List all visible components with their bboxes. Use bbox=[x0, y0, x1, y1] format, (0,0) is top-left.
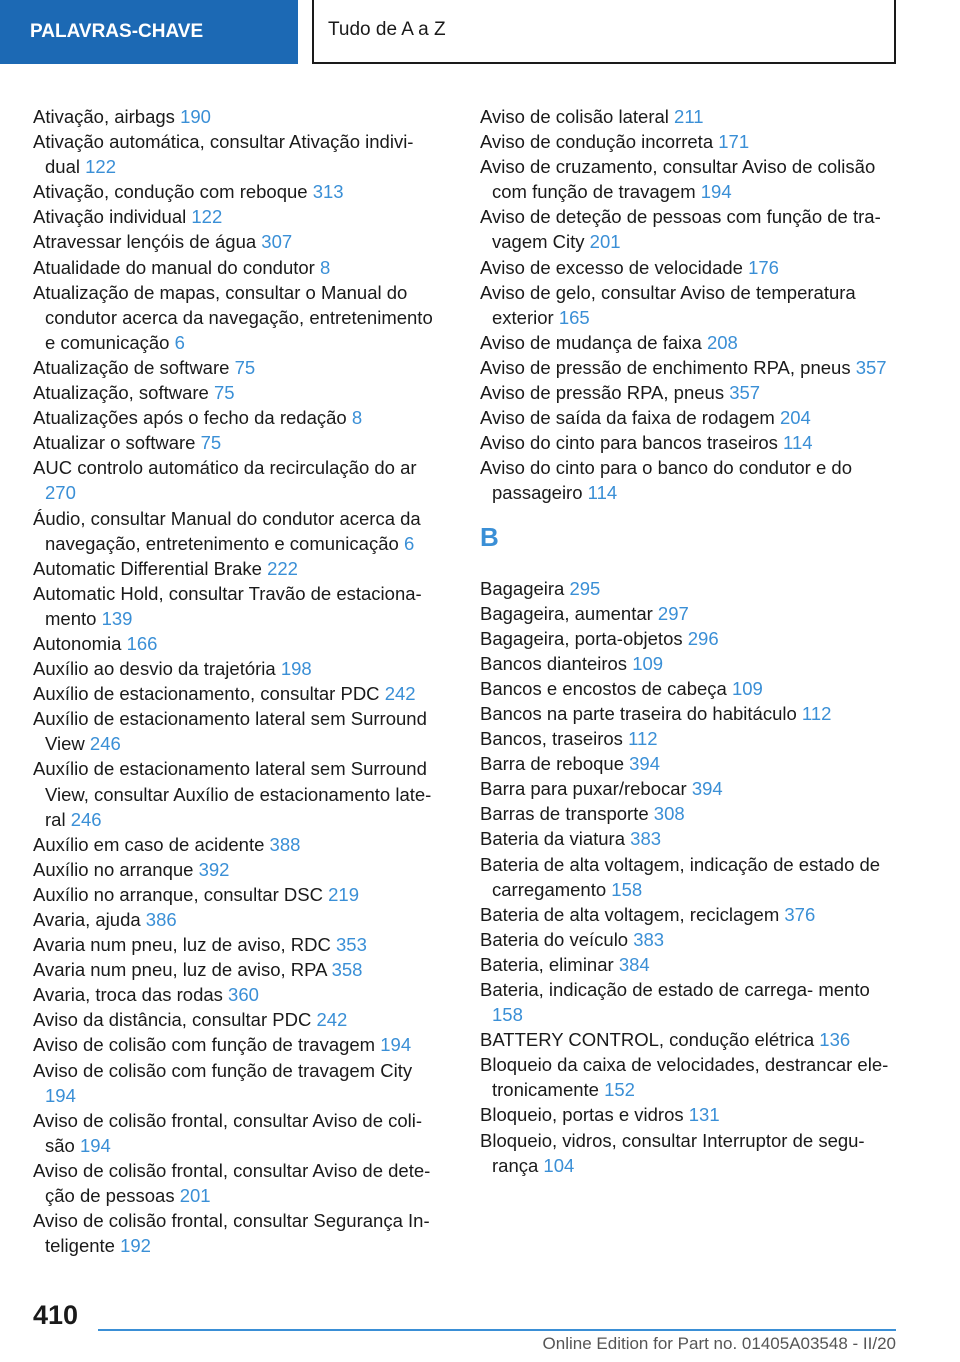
page-reference-link[interactable]: 242 bbox=[316, 1009, 348, 1031]
page-reference-link[interactable]: 158 bbox=[492, 1004, 523, 1026]
page-reference-link[interactable]: 176 bbox=[748, 256, 779, 278]
entry-term: Ativação automática, consultar Ativação indivi- dual bbox=[33, 131, 414, 178]
index-entry bbox=[33, 581, 448, 631]
page-reference-link[interactable]: 171 bbox=[718, 131, 750, 153]
page-reference-link[interactable]: 246 bbox=[70, 808, 102, 830]
page-reference-link[interactable]: 208 bbox=[706, 331, 738, 353]
page-number: 410 bbox=[33, 1300, 79, 1330]
entry-term: Atravessar lençóis de água bbox=[33, 231, 257, 253]
page-reference-link[interactable]: 122 bbox=[85, 156, 116, 178]
index-entry bbox=[33, 832, 448, 857]
entry-term: Aviso de colisão com função de travagem bbox=[33, 1034, 376, 1056]
index-entry bbox=[480, 430, 895, 455]
page-reference-link[interactable]: 190 bbox=[180, 106, 211, 127]
entry-term: Bancos, traseiros bbox=[480, 728, 623, 750]
entry-term: Aviso de colisão com função de travagem City bbox=[33, 1059, 413, 1081]
entry-term: Auxílio no arranque bbox=[33, 858, 194, 880]
section-letter-heading: B bbox=[480, 521, 499, 552]
index-entry bbox=[33, 907, 448, 932]
index-entry bbox=[480, 776, 895, 801]
entry-term: Aviso de saída da faixa de rodagem bbox=[480, 407, 775, 429]
index-entry bbox=[480, 826, 895, 851]
entry-term: Avaria num pneu, luz de aviso, RPA bbox=[33, 959, 327, 981]
entry-term: Barra de reboque bbox=[480, 753, 624, 775]
entry-term: Atualização de software bbox=[33, 356, 230, 378]
page-reference-link[interactable]: 112 bbox=[628, 728, 658, 750]
page-reference-link[interactable]: 308 bbox=[653, 803, 685, 825]
index-column-right bbox=[480, 104, 895, 1178]
index-entry bbox=[33, 957, 448, 982]
index-entry bbox=[33, 656, 448, 681]
index-entry bbox=[480, 927, 895, 952]
entry-term: Auxílio de estacionamento, consultar PDC bbox=[33, 683, 380, 705]
page-reference-link[interactable]: 357 bbox=[855, 356, 887, 378]
entry-term: Aviso de colisão frontal, consultar Aviso de dete- ção de pessoas bbox=[33, 1159, 431, 1207]
page-reference-link[interactable]: 198 bbox=[280, 658, 312, 680]
entry-term: Avaria, troca das rodas bbox=[33, 984, 223, 1006]
index-entry bbox=[480, 1128, 895, 1178]
index-entry bbox=[480, 355, 895, 380]
index-entry bbox=[480, 1027, 895, 1052]
entry-term: Aviso do cinto para bancos traseiros bbox=[480, 432, 778, 454]
entry-term: AUC controlo automático da recirculação do ar bbox=[33, 457, 417, 479]
index-entry bbox=[33, 1058, 448, 1108]
page-reference-link[interactable]: 139 bbox=[101, 607, 133, 629]
page-reference-link[interactable]: 194 bbox=[79, 1134, 111, 1156]
entry-term: Bagageira, porta-objetos bbox=[480, 627, 683, 649]
index-entry bbox=[33, 756, 448, 831]
entry-term: Barra para puxar/rebocar bbox=[480, 778, 687, 800]
entry-term: Aviso de deteção de pessoas com função de tra- vagem City bbox=[480, 206, 881, 253]
page-reference-link[interactable]: 194 bbox=[700, 181, 732, 203]
index-group-b bbox=[480, 576, 895, 1178]
entry-term: Bateria de alta voltagem, reciclagem bbox=[480, 903, 780, 925]
index-entry bbox=[33, 681, 448, 706]
index-column-left bbox=[33, 104, 448, 1258]
page-reference-link[interactable]: 114 bbox=[587, 482, 618, 504]
page-reference-link[interactable]: 201 bbox=[179, 1185, 211, 1207]
index-entry bbox=[480, 977, 895, 1027]
entry-term: Bagageira bbox=[480, 577, 565, 599]
index-entry bbox=[480, 801, 895, 826]
page-reference-link[interactable]: 296 bbox=[687, 627, 719, 649]
index-entry bbox=[33, 430, 448, 455]
entry-term: Áudio, consultar Manual do condutor acerca da navegação, entretenimento e comunicação bbox=[33, 507, 421, 554]
index-entry bbox=[33, 1208, 448, 1258]
entry-term: Aviso da distância, consultar PDC bbox=[33, 1009, 312, 1031]
page-reference-link[interactable]: 222 bbox=[267, 557, 298, 579]
page-reference-link[interactable]: 114 bbox=[783, 432, 813, 454]
index-entry bbox=[33, 129, 448, 179]
index-entry bbox=[33, 982, 448, 1007]
page-reference-link[interactable]: 165 bbox=[558, 306, 590, 328]
tab-palavras-chave[interactable]: PALAVRAS-CHAVE bbox=[0, 0, 298, 64]
index-group-a bbox=[480, 104, 895, 506]
index-entry bbox=[33, 506, 448, 556]
entry-term: Automatic Differential Brake bbox=[33, 557, 262, 579]
entry-term: Atualidade do manual do condutor bbox=[33, 256, 315, 278]
index-entry bbox=[33, 204, 448, 229]
index-entry bbox=[33, 405, 448, 430]
entry-term: Automatic Hold, consultar Travão de estaciona- mento bbox=[33, 582, 422, 629]
entry-term: Bloqueio da caixa de velocidades, destrancar ele- tronicamente bbox=[480, 1054, 889, 1101]
index-entry bbox=[33, 1158, 448, 1208]
page-reference-link[interactable]: 386 bbox=[145, 909, 177, 930]
page-reference-link[interactable]: 295 bbox=[569, 577, 601, 599]
entry-term: Bancos e encostos de cabeça bbox=[480, 677, 727, 699]
index-entry bbox=[33, 857, 448, 882]
page-reference-link[interactable]: 131 bbox=[688, 1104, 720, 1126]
index-entry bbox=[33, 882, 448, 907]
index-entry bbox=[33, 631, 448, 656]
index-entry bbox=[33, 104, 448, 129]
page-reference-link[interactable]: 394 bbox=[691, 778, 723, 800]
index-entry bbox=[480, 751, 895, 776]
page-reference-link[interactable]: 75 bbox=[200, 432, 222, 454]
entry-term: Aviso de excesso de velocidade bbox=[480, 256, 743, 278]
page-reference-link[interactable]: 112 bbox=[801, 702, 832, 724]
page-reference-link[interactable]: 109 bbox=[632, 652, 664, 674]
index-entry bbox=[480, 330, 895, 355]
page-reference-link[interactable]: 75 bbox=[213, 382, 235, 404]
page-reference-link[interactable]: 192 bbox=[120, 1235, 151, 1257]
index-entry bbox=[33, 255, 448, 280]
page-reference-link[interactable]: 297 bbox=[657, 602, 689, 624]
page-reference-link[interactable]: 136 bbox=[819, 1029, 851, 1051]
page-reference-link[interactable]: 75 bbox=[234, 356, 256, 378]
entry-term: Auxílio de estacionamento lateral sem Surround View, consultar Auxílio de estacionamento late- ral bbox=[33, 758, 432, 830]
index-entry bbox=[480, 902, 895, 927]
index-entry bbox=[33, 1007, 448, 1032]
index-entry bbox=[480, 726, 895, 751]
entry-term: Ativação individual bbox=[33, 206, 187, 228]
page-reference-link[interactable]: 211 bbox=[674, 106, 704, 127]
page-reference-link[interactable]: 270 bbox=[45, 482, 76, 504]
entry-term: Autonomia bbox=[33, 632, 122, 654]
entry-term: BATTERY CONTROL, condução elétrica bbox=[480, 1029, 815, 1051]
index-entry bbox=[33, 280, 448, 355]
index-entry bbox=[33, 455, 448, 505]
page-reference-link[interactable]: 307 bbox=[261, 231, 293, 253]
entry-term: Ativação, condução com reboque bbox=[33, 181, 308, 203]
index-entry bbox=[480, 455, 895, 505]
page-reference-link[interactable]: 376 bbox=[784, 903, 816, 925]
entry-term: Aviso de condução incorreta bbox=[480, 131, 714, 153]
entry-term: Atualizações após o fecho da redação bbox=[33, 407, 347, 429]
index-entry bbox=[480, 129, 895, 154]
page-reference-link[interactable]: 313 bbox=[312, 181, 344, 203]
index-entry bbox=[480, 255, 895, 280]
entry-term: Atualização, software bbox=[33, 382, 209, 404]
page-reference-link[interactable]: 384 bbox=[618, 953, 650, 975]
index-entry bbox=[480, 626, 895, 651]
index-entry bbox=[480, 204, 895, 254]
index-entry bbox=[480, 701, 895, 726]
entry-term: Bancos dianteiros bbox=[480, 652, 628, 674]
page-reference-link[interactable]: 394 bbox=[629, 753, 661, 775]
index-entry bbox=[33, 1032, 448, 1057]
page-reference-link[interactable]: 246 bbox=[89, 733, 121, 755]
page-reference-link[interactable]: 204 bbox=[779, 407, 811, 429]
index-entry bbox=[33, 556, 448, 581]
footer-divider bbox=[98, 1329, 896, 1331]
index-entry bbox=[480, 280, 895, 330]
page-reference-link[interactable]: 109 bbox=[731, 677, 763, 699]
index-entry bbox=[33, 380, 448, 405]
index-entry bbox=[33, 179, 448, 204]
page-reference-link[interactable]: 8 bbox=[319, 256, 331, 278]
index-entry bbox=[480, 601, 895, 626]
index-entry bbox=[480, 651, 895, 676]
page-reference-link[interactable]: 360 bbox=[228, 984, 259, 1006]
entry-term: Bateria, indicação de estado de carrega- mento bbox=[480, 979, 870, 1000]
index-entry bbox=[33, 1108, 448, 1158]
index-entry bbox=[33, 355, 448, 380]
entry-term: Bateria, eliminar bbox=[480, 953, 614, 975]
index-entry bbox=[33, 706, 448, 756]
index-entry bbox=[480, 1052, 895, 1102]
entry-term: Bateria da viatura bbox=[480, 828, 626, 850]
page-reference-link[interactable]: 201 bbox=[589, 231, 621, 253]
entry-term: Ativação, airbags bbox=[33, 106, 175, 127]
entry-term: Bloqueio, portas e vidros bbox=[480, 1104, 684, 1126]
entry-term: Auxílio de estacionamento lateral sem Surround View bbox=[33, 708, 427, 755]
page-reference-link[interactable]: 392 bbox=[198, 858, 230, 880]
index-entry bbox=[480, 1102, 895, 1127]
page-reference-link[interactable]: 388 bbox=[269, 833, 301, 855]
index-entry bbox=[480, 952, 895, 977]
page-reference-link[interactable]: 383 bbox=[630, 828, 662, 850]
index-entry bbox=[480, 154, 895, 204]
entry-term: Bancos na parte traseira do habitáculo bbox=[480, 702, 797, 724]
entry-term: Atualizar o software bbox=[33, 432, 196, 454]
index-entry bbox=[480, 104, 895, 129]
index-entry bbox=[480, 576, 895, 601]
page-reference-link[interactable]: 104 bbox=[543, 1154, 575, 1176]
entry-term: Aviso de pressão RPA, pneus bbox=[480, 382, 725, 404]
entry-term: Aviso de cruzamento, consultar Aviso de colisão com função de travagem bbox=[480, 156, 876, 203]
page-reference-link[interactable]: 152 bbox=[604, 1079, 635, 1101]
entry-term: Aviso de gelo, consultar Aviso de temperatura exterior bbox=[480, 281, 856, 328]
entry-term: Aviso do cinto para o banco do condutor e do passageiro bbox=[480, 457, 852, 504]
index-entry bbox=[33, 229, 448, 254]
entry-term: Avaria, ajuda bbox=[33, 909, 141, 930]
entry-term: Bloqueio, vidros, consultar Interruptor de segu- rança bbox=[480, 1129, 865, 1176]
page-reference-link[interactable]: 383 bbox=[633, 928, 665, 950]
page-reference-link[interactable]: 194 bbox=[45, 1084, 76, 1106]
page-reference-link[interactable]: 122 bbox=[191, 206, 223, 228]
page-reference-link[interactable]: 158 bbox=[611, 878, 643, 900]
index-entry bbox=[480, 405, 895, 430]
index-entry bbox=[480, 676, 895, 701]
tab-tudo-de-a-a-z[interactable]: Tudo de A a Z bbox=[312, 0, 896, 64]
page-reference-link[interactable]: 358 bbox=[331, 959, 363, 981]
entry-term: Bagageira, aumentar bbox=[480, 602, 653, 624]
page-reference-link[interactable]: 242 bbox=[384, 683, 416, 705]
page-reference-link[interactable]: 219 bbox=[328, 883, 359, 905]
page-reference-link[interactable]: 6 bbox=[174, 331, 185, 353]
entry-term: Aviso de colisão frontal, consultar Aviso de coli- são bbox=[33, 1109, 423, 1156]
entry-term: Aviso de mudança de faixa bbox=[480, 331, 702, 353]
page-reference-link[interactable]: 357 bbox=[729, 382, 761, 404]
page-reference-link[interactable]: 6 bbox=[403, 532, 415, 554]
page-reference-link[interactable]: 353 bbox=[336, 934, 367, 956]
page-reference-link[interactable]: 8 bbox=[351, 407, 363, 429]
entry-term: Aviso de colisão lateral bbox=[480, 106, 669, 127]
entry-term: Auxílio ao desvio da trajetória bbox=[33, 658, 276, 680]
page-reference-link[interactable]: 166 bbox=[126, 632, 158, 654]
entry-term: Auxílio no arranque, consultar DSC bbox=[33, 883, 323, 905]
entry-term: Atualização de mapas, consultar o Manual do condutor acerca da navegação, entretenimento e comunicação bbox=[33, 281, 433, 353]
entry-term: Aviso de pressão de enchimento RPA, pneus bbox=[480, 356, 851, 378]
footer-edition-text: Online Edition for Part no. 01405A03548 - II/20 bbox=[542, 1334, 896, 1353]
index-entry bbox=[480, 380, 895, 405]
entry-term: Aviso de colisão frontal, consultar Segurança In- teligente bbox=[33, 1210, 430, 1257]
entry-term: Bateria do veículo bbox=[480, 928, 629, 950]
entry-term: Barras de transporte bbox=[480, 803, 649, 825]
index-entry bbox=[33, 932, 448, 957]
page-reference-link[interactable]: 194 bbox=[380, 1034, 412, 1056]
entry-term: Avaria num pneu, luz de aviso, RDC bbox=[33, 934, 331, 956]
entry-term: Auxílio em caso de acidente bbox=[33, 833, 265, 855]
index-entry bbox=[480, 852, 895, 902]
entry-term: Bateria de alta voltagem, indicação de estado de carregamento bbox=[480, 853, 881, 900]
